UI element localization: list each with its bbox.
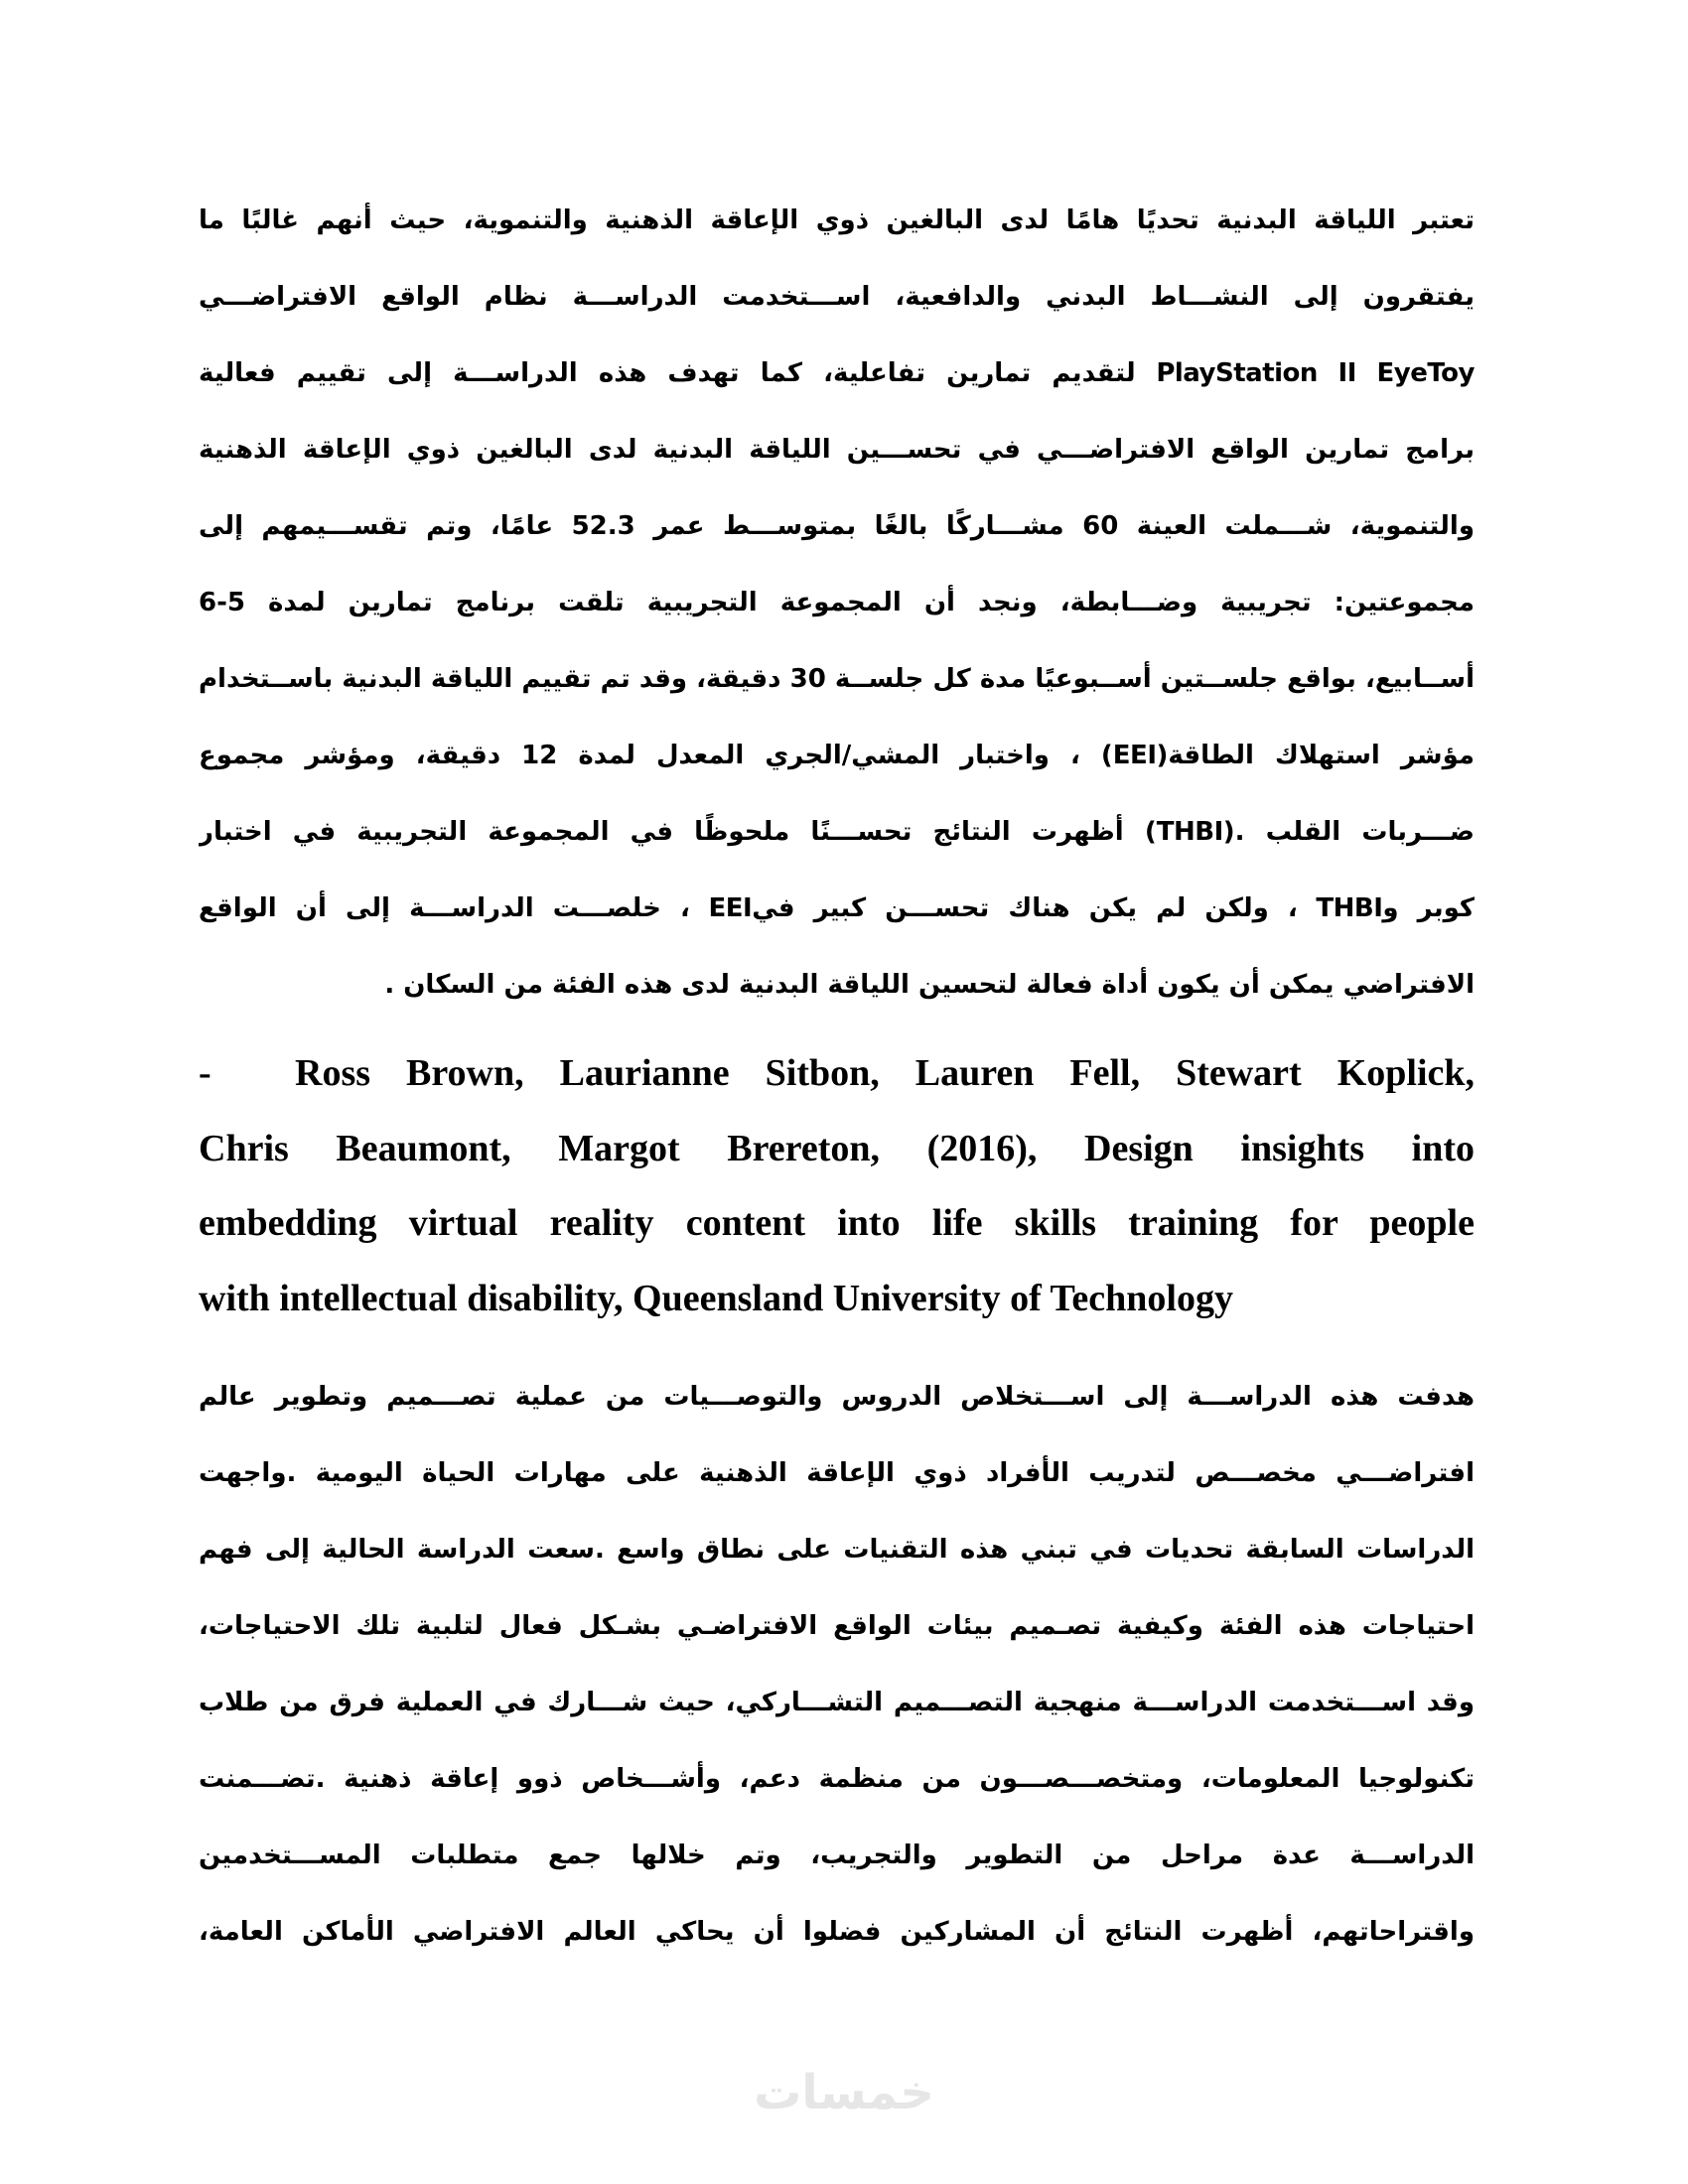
reference-text: Ross Brown, Laurianne Sitbon, Lauren Fell, Stewart Koplick, (295, 1052, 1475, 1094)
text-line: تعتبر اللياقة البدنية تحديًا هامًا لدى البالغين ذوي الإعاقة الذهنية والتنموية، حيث أنهم غالبًا ما (199, 205, 1475, 235)
text-line: مجموعتين: تجريبية وضـــابطة، ونجد أن المجموعة التجريبية تلقت برنامج تمارين لمدة 5-6 (199, 588, 1475, 617)
text-line: والتنموية، شـــملت العينة 60 مشـــاركًا بالغًا بمتوســـط عمر 52.3 عامًا، وتم تقســـيمهم إلى (199, 511, 1475, 541)
paragraph-1 (199, 183, 1475, 1024)
reference-text: embedding virtual reality content into life skills training for people (199, 1202, 1475, 1244)
text-line: هدفت هذه الدراســـة إلى اســـتخلاص الدروس والتوصـــيات من عملية تصـــميم وتطوير عالم (199, 1382, 1475, 1412)
reference-line (199, 1262, 1475, 1337)
text-line: أســابيع، بواقع جلســتين أســبوعيًا مدة كل جلســة 30 دقيقة، وقد تم تقييم اللياقة البدنية باســتخدام (199, 664, 1475, 694)
text-line: مؤشر استهلاك الطاقة(EEI) ، واختبار المشي/الجري المعدل لمدة 12 دقيقة، ومؤشر مجموع (199, 741, 1475, 770)
text-line: واقتراحاتهم، أظهرت النتائج أن المشاركين فضلوا أن يحاكي العالم الافتراضي الأماكن العامة، (199, 1917, 1475, 1947)
text-line: PlayStation II EyeToy لتقديم تمارين تفاعلية، كما تهدف هذه الدراســـة إلى تقييم فعالية (199, 358, 1475, 388)
text-line: كوبر وTHBI ، ولكن لم يكن هناك تحســـن كبير فيEEI ، خلصـــت الدراســـة إلى أن الواقع (199, 893, 1475, 923)
reference-text: Chris Beaumont, Margot Brereton, (2016), Design insights into (199, 1127, 1475, 1169)
reference-text: with intellectual disability, Queensland University of Technology (199, 1277, 1233, 1319)
reference-entry (199, 1036, 1475, 1336)
text-line: الافتراضي يمكن أن يكون أداة فعالة لتحسين اللياقة البدنية لدى هذه الفئة من السكان . (384, 970, 1475, 1000)
text-line: وقد اســـتخدمت الدراســـة منهجية التصـــميم التشـــاركي، حيث شـــارك في العملية فرق من طلاب (199, 1688, 1475, 1717)
text-line: برامج تمارين الواقع الافتراضـــي في تحســـين اللياقة البدنية لدى البالغين ذوي الإعاقة الذهنية (199, 435, 1475, 465)
reference-line (199, 1112, 1475, 1187)
bullet-dash: - (199, 1052, 211, 1094)
text-line: يفتقرون إلى النشـــاط البدني والدافعية، اســـتخدمت الدراســـة نظام الواقع الافتراضـــي (199, 282, 1475, 312)
text-line: الدراســـة عدة مراحل من التطوير والتجريب، وتم خلالها جمع متطلبات المســـتخدمين (199, 1841, 1475, 1870)
text-line: تكنولوجيا المعلومات، ومتخصـــصـــون من منظمة دعم، وأشـــخاص ذوو إعاقة ذهنية .تضـــمنت (199, 1764, 1475, 1794)
text-line: الدراسات السابقة تحديات في تبني هذه التقنيات على نطاق واسع .سعت الدراسة الحالية إلى فهم (199, 1535, 1475, 1565)
text-line: احتياجات هذه الفئة وكيفية تصـميم بيئات الواقع الافتراضـي بشـكل فعال لتلبية تلك الاحتياجات، (199, 1611, 1475, 1641)
watermark-logo: خمسات (754, 2065, 934, 2120)
reference-line (199, 1186, 1475, 1262)
reference-line (199, 1036, 1475, 1112)
text-line: افتراضـــي مخصـــص لتدريب الأفراد ذوي الإعاقة الذهنية على مهارات الحياة اليومية .واجهت (199, 1458, 1475, 1488)
paragraph-2 (199, 1359, 1475, 1971)
text-line: ضـــربات القلب .(THBI) أظهرت النتائج تحســـنًا ملحوظًا في المجموعة التجريبية في اختبار (199, 817, 1475, 847)
